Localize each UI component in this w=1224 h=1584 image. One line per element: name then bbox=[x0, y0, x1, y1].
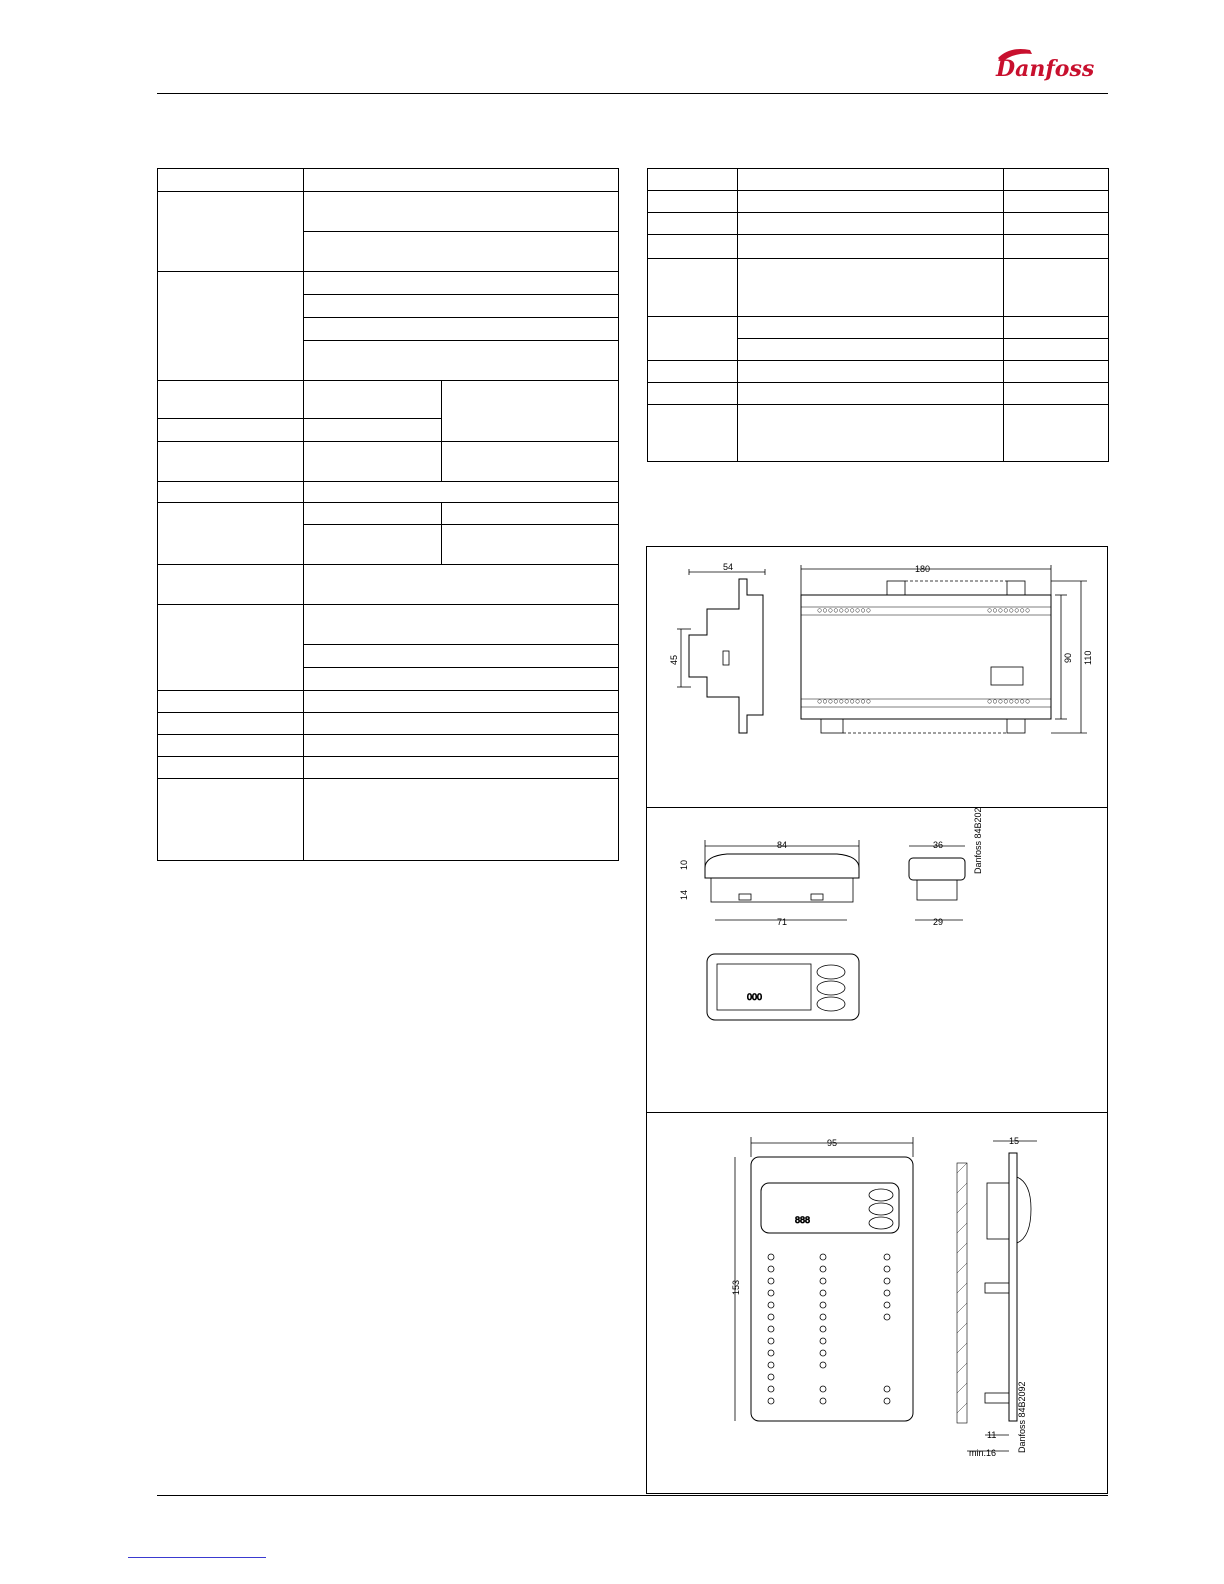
svg-text:○○○○○○○○: ○○○○○○○○ bbox=[987, 696, 1031, 706]
svg-text:90: 90 bbox=[1063, 652, 1073, 663]
svg-text:15: 15 bbox=[1009, 1136, 1020, 1146]
svg-text:95: 95 bbox=[827, 1138, 838, 1148]
controller-drawing-panel bbox=[646, 546, 1108, 808]
svg-text:○○○○○○○○○○: ○○○○○○○○○○ bbox=[817, 605, 872, 615]
panel-drawing bbox=[647, 1113, 1107, 1493]
svg-text:888: 888 bbox=[795, 1215, 811, 1225]
right-spec-table bbox=[647, 168, 1109, 462]
display-drawing-panel bbox=[646, 807, 1108, 1113]
svg-text:○○○○○○○○: ○○○○○○○○ bbox=[987, 605, 1031, 615]
display-drawing bbox=[647, 808, 1107, 1112]
svg-text:Danfoss: Danfoss bbox=[996, 56, 1095, 82]
panel-drawing-panel bbox=[646, 1112, 1108, 1494]
bottom-link-underline[interactable] bbox=[128, 1557, 266, 1558]
svg-text:10: 10 bbox=[679, 859, 689, 870]
svg-text:45: 45 bbox=[669, 654, 679, 665]
svg-text:54: 54 bbox=[723, 562, 734, 572]
svg-text:14: 14 bbox=[679, 889, 689, 900]
svg-text:Danfoss 84B2022.11: Danfoss 84B2022.11 bbox=[973, 808, 983, 874]
svg-text:180: 180 bbox=[915, 564, 931, 574]
footer-rule bbox=[157, 1495, 1108, 1496]
svg-text:84: 84 bbox=[777, 840, 788, 850]
svg-text:000: 000 bbox=[747, 992, 763, 1002]
svg-text:110: 110 bbox=[1083, 650, 1093, 665]
left-spec-table bbox=[157, 168, 619, 861]
svg-text:71: 71 bbox=[777, 917, 788, 927]
svg-text:11: 11 bbox=[987, 1430, 997, 1440]
svg-text:○○○○○○○○○○: ○○○○○○○○○○ bbox=[817, 696, 872, 706]
danfoss-logo bbox=[990, 38, 1110, 86]
svg-text:min.16: min.16 bbox=[969, 1448, 997, 1458]
svg-text:29: 29 bbox=[933, 917, 944, 927]
header-rule bbox=[157, 93, 1108, 94]
svg-text:36: 36 bbox=[933, 840, 944, 850]
controller-drawing bbox=[647, 547, 1107, 807]
svg-text:Danfoss 84B2092: Danfoss 84B2092 bbox=[1017, 1381, 1027, 1453]
svg-text:153: 153 bbox=[731, 1279, 741, 1295]
